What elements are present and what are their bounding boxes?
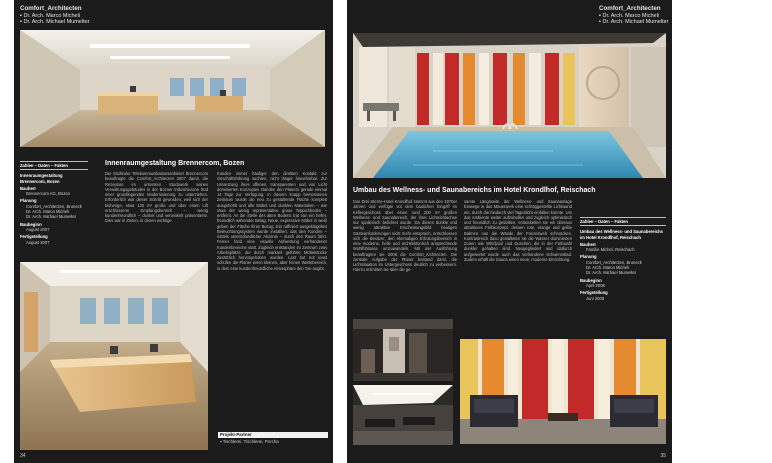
shower-photo-art — [353, 319, 453, 381]
facts-planning-3: Dr. Arch. Michael Mumelter — [26, 214, 77, 220]
facts-finish: Juni 2008 — [586, 295, 605, 301]
article-text-left-col2: Kunden immer häufiger den direkten Kontakt zur Geschäftsführung suchten, nicht länger hinnehmbar. Zur Umsetzung ihres offenen, transparenten und von Licht dominierten Konzeptes standen den Planern gerade einmal 14 Tage zur Verfügung. In diesem knapp bemessenen Zeitraum wurde die neu zu gestaltende Fläche komplett ausgehöhlt und alle Möbel und dunklen Materialien – wie etwa der wenig repräsentative graue Teppichboden – entfernt. An die Stelle des alten Bodens trat nun ein heller, freundlich wirkender Belag. Neue, expressive Möbel in weiß geben der Fläche ihren Bezug. Ein raffiniert ausgeklügeltes Beleuchtungssystem wurde installiert, das den Kunden – mittels unterschiedlicher Akzente – durch den Raum führt. Ferner fand eine visuelle Aufwertung vorhandener Kundenbereiche statt. Zugleich entstanden im Zentrum zwei Arbeitsplätze, die durch markant geführte Möbelstücke zusätzlich hervorgehoben wurden. Last but not least schufen die Planer einen kleinen, aber feinen Wartebereich, in dem eine kundenfreundliche Atmosphäre den Ton angibt. — [217, 171, 327, 271]
facts-project: Umbau des Wellness- und Saunabereichs im Hotel Krondlhof, Reischach — [580, 229, 663, 240]
facts-start: April 2008 — [586, 282, 605, 288]
facts-builder-label: Bauherr — [580, 241, 597, 247]
facts-start: August 2007 — [26, 226, 50, 232]
architect-1: ▪ Dr. Arch. Marco Micheli — [599, 12, 660, 19]
article-text-right-col1: Das Drei-Sterne-Hotel Krondlhof stammt aus den 1970er Jahren und verfügte vor dem baulichen Eingriff im Kellergeschoss über einen rund 200 m² großen Wellness- und Saunabereich, der ihrer Lichtsichtachse nur spalierisch belichtet wurde. Da dieses dunkle und wenig attraktive Erscheinungsbild heutigen Gästeanforderungen nicht mehr entsprach, entschlossen sich die Besitzer, den ehemaligen Erholungsbereich in eine moderne, helle und architektonisch ansprechende Wohlfühloase umzuwandeln. Mit der Ausführung beauftragten sie 2008 die Comfort_Architecten. Die zentrale Aufgabe der Planer bestand darin, die Lichtsituation im Untergeschoss deutlich zu verbessern. Hierzu schnitten sie über die ge- — [353, 199, 457, 273]
shower-photo — [353, 319, 453, 381]
lounge-photo-art — [353, 385, 453, 445]
article-text-right-col2: samte Längsseite der Wellness- und Saunaanlage Einwege in das Mauerwerk eine schräggestellte Lichtwand ein, durch die hindurch viel Tageslicht einfallen konnte. Um das Ambiente weiter aufzuhellen und zugleich optimistisch und freundlich zu gestalten, entwickelten sie ein überaus attraktives Farbkonzept, dessen rote, orange und gelbe Bahnen nun die Wände der Freizeitwelt schmücken. Kontrastreich dazu gestalteten sie die Wasser dominierten Zonen wie Whirlpool und Duschen, die in der Farbwahl dunkler gehalten sind. Neugegliedert und dadurch aufgewertet wurde auch das vorhandene Schwimmbad. Zudem erhält die Sauna einen neue, moderne Einrichtung. — [464, 199, 572, 262]
office-photo-top — [20, 30, 325, 147]
office-photo-top-art — [20, 30, 325, 147]
relax-room-photo — [460, 339, 666, 444]
project-partner-box — [218, 432, 328, 450]
facts-planning-3: Dr. Arch. Michael Mumelter — [586, 270, 637, 276]
brand-name: Comfort_Architecten — [599, 5, 661, 12]
page-number-left: 34 — [20, 453, 26, 459]
facts-planning-2: Dr. Arch. Marco Micheli — [586, 265, 630, 271]
right-page-header — [599, 6, 669, 26]
facts-start-label: Baubeginn — [580, 277, 602, 283]
facts-sidebar-right — [580, 217, 666, 301]
pool-photo — [353, 33, 666, 178]
project-partner-value: ▪ Tischlerei, Tischlerei, Porcha — [220, 438, 279, 444]
project-partner-heading: Projekt-Partner — [218, 432, 328, 438]
facts-finish: August 2007 — [26, 239, 50, 245]
article-title-left: Innenraumgestaltung Brennercom, Bozen — [105, 160, 245, 167]
right-page — [347, 0, 672, 463]
facts-planning-2: Dr. Arch. Marco Micheli — [26, 209, 70, 215]
article-text-left-col1: Der Südtiroler Telekommunikationsanbieter Brennercom beauftragte die Comfort_Architecten 2007 damit, die Rezeption im untersten Stockwerk seines Verwaltungsgebäudes in der Bozner Industriezone Süd einer grundlegenden Modernisierung zu unterziehen. Erforderlich war dieser Schritt geworden, weil sich der bisherige, etwa 120 m² große und über einen Lift erschlossene Empfangsbereich – wenig kundenfreundlich – dunkel und verwinkelt präsentierte. Dies war in Zeiten, in denen wichtige — [105, 171, 208, 224]
page-number-right: 35 — [660, 453, 666, 459]
facts-sidebar-left — [20, 161, 88, 245]
facts-start-label: Baubeginn — [20, 221, 42, 227]
facts-planning-label: Planung — [580, 254, 597, 260]
brand-name: Comfort_Architecten — [20, 5, 82, 12]
article-title-right: Umbau des Wellness- und Saunabereichs im Hotel Krondlhof, Reischach — [353, 187, 596, 194]
office-photo-bottom-art — [20, 262, 208, 450]
facts-finish-label: Fertigstellung — [20, 234, 48, 240]
pool-photo-art — [353, 33, 666, 178]
facts-planning-1: Comfort_Architecten, Bruneck — [586, 259, 642, 265]
office-photo-bottom — [20, 262, 208, 450]
facts-planning-1: Comfort_Architecten, Bruneck — [26, 203, 82, 209]
facts-heading: Zahlen – Daten – Fakten — [20, 161, 88, 170]
facts-heading: Zahlen – Daten – Fakten — [580, 217, 666, 226]
facts-finish-label: Fertigstellung — [580, 290, 608, 296]
facts-builder-label: Bauherr — [20, 185, 37, 191]
architect-1: ▪ Dr. Arch. Marco Micheli — [20, 12, 81, 19]
architect-2: ▪ Dr. Arch. Michael Mumelter — [599, 19, 669, 26]
facts-builder: Brennercom AG, Bozen — [26, 191, 70, 197]
lounge-photo — [353, 385, 453, 445]
facts-builder: Familie Michel, Reischach — [586, 247, 635, 253]
architect-2: ▪ Dr. Arch. Michael Mumelter — [20, 19, 90, 26]
page-gutter — [333, 0, 347, 463]
relax-room-photo-art — [460, 339, 666, 444]
left-page — [14, 0, 333, 463]
facts-planning-label: Planung — [20, 198, 37, 204]
facts-project: Innenraumgestaltung Brennercom, Bozen — [20, 173, 63, 184]
left-page-header — [20, 6, 90, 26]
